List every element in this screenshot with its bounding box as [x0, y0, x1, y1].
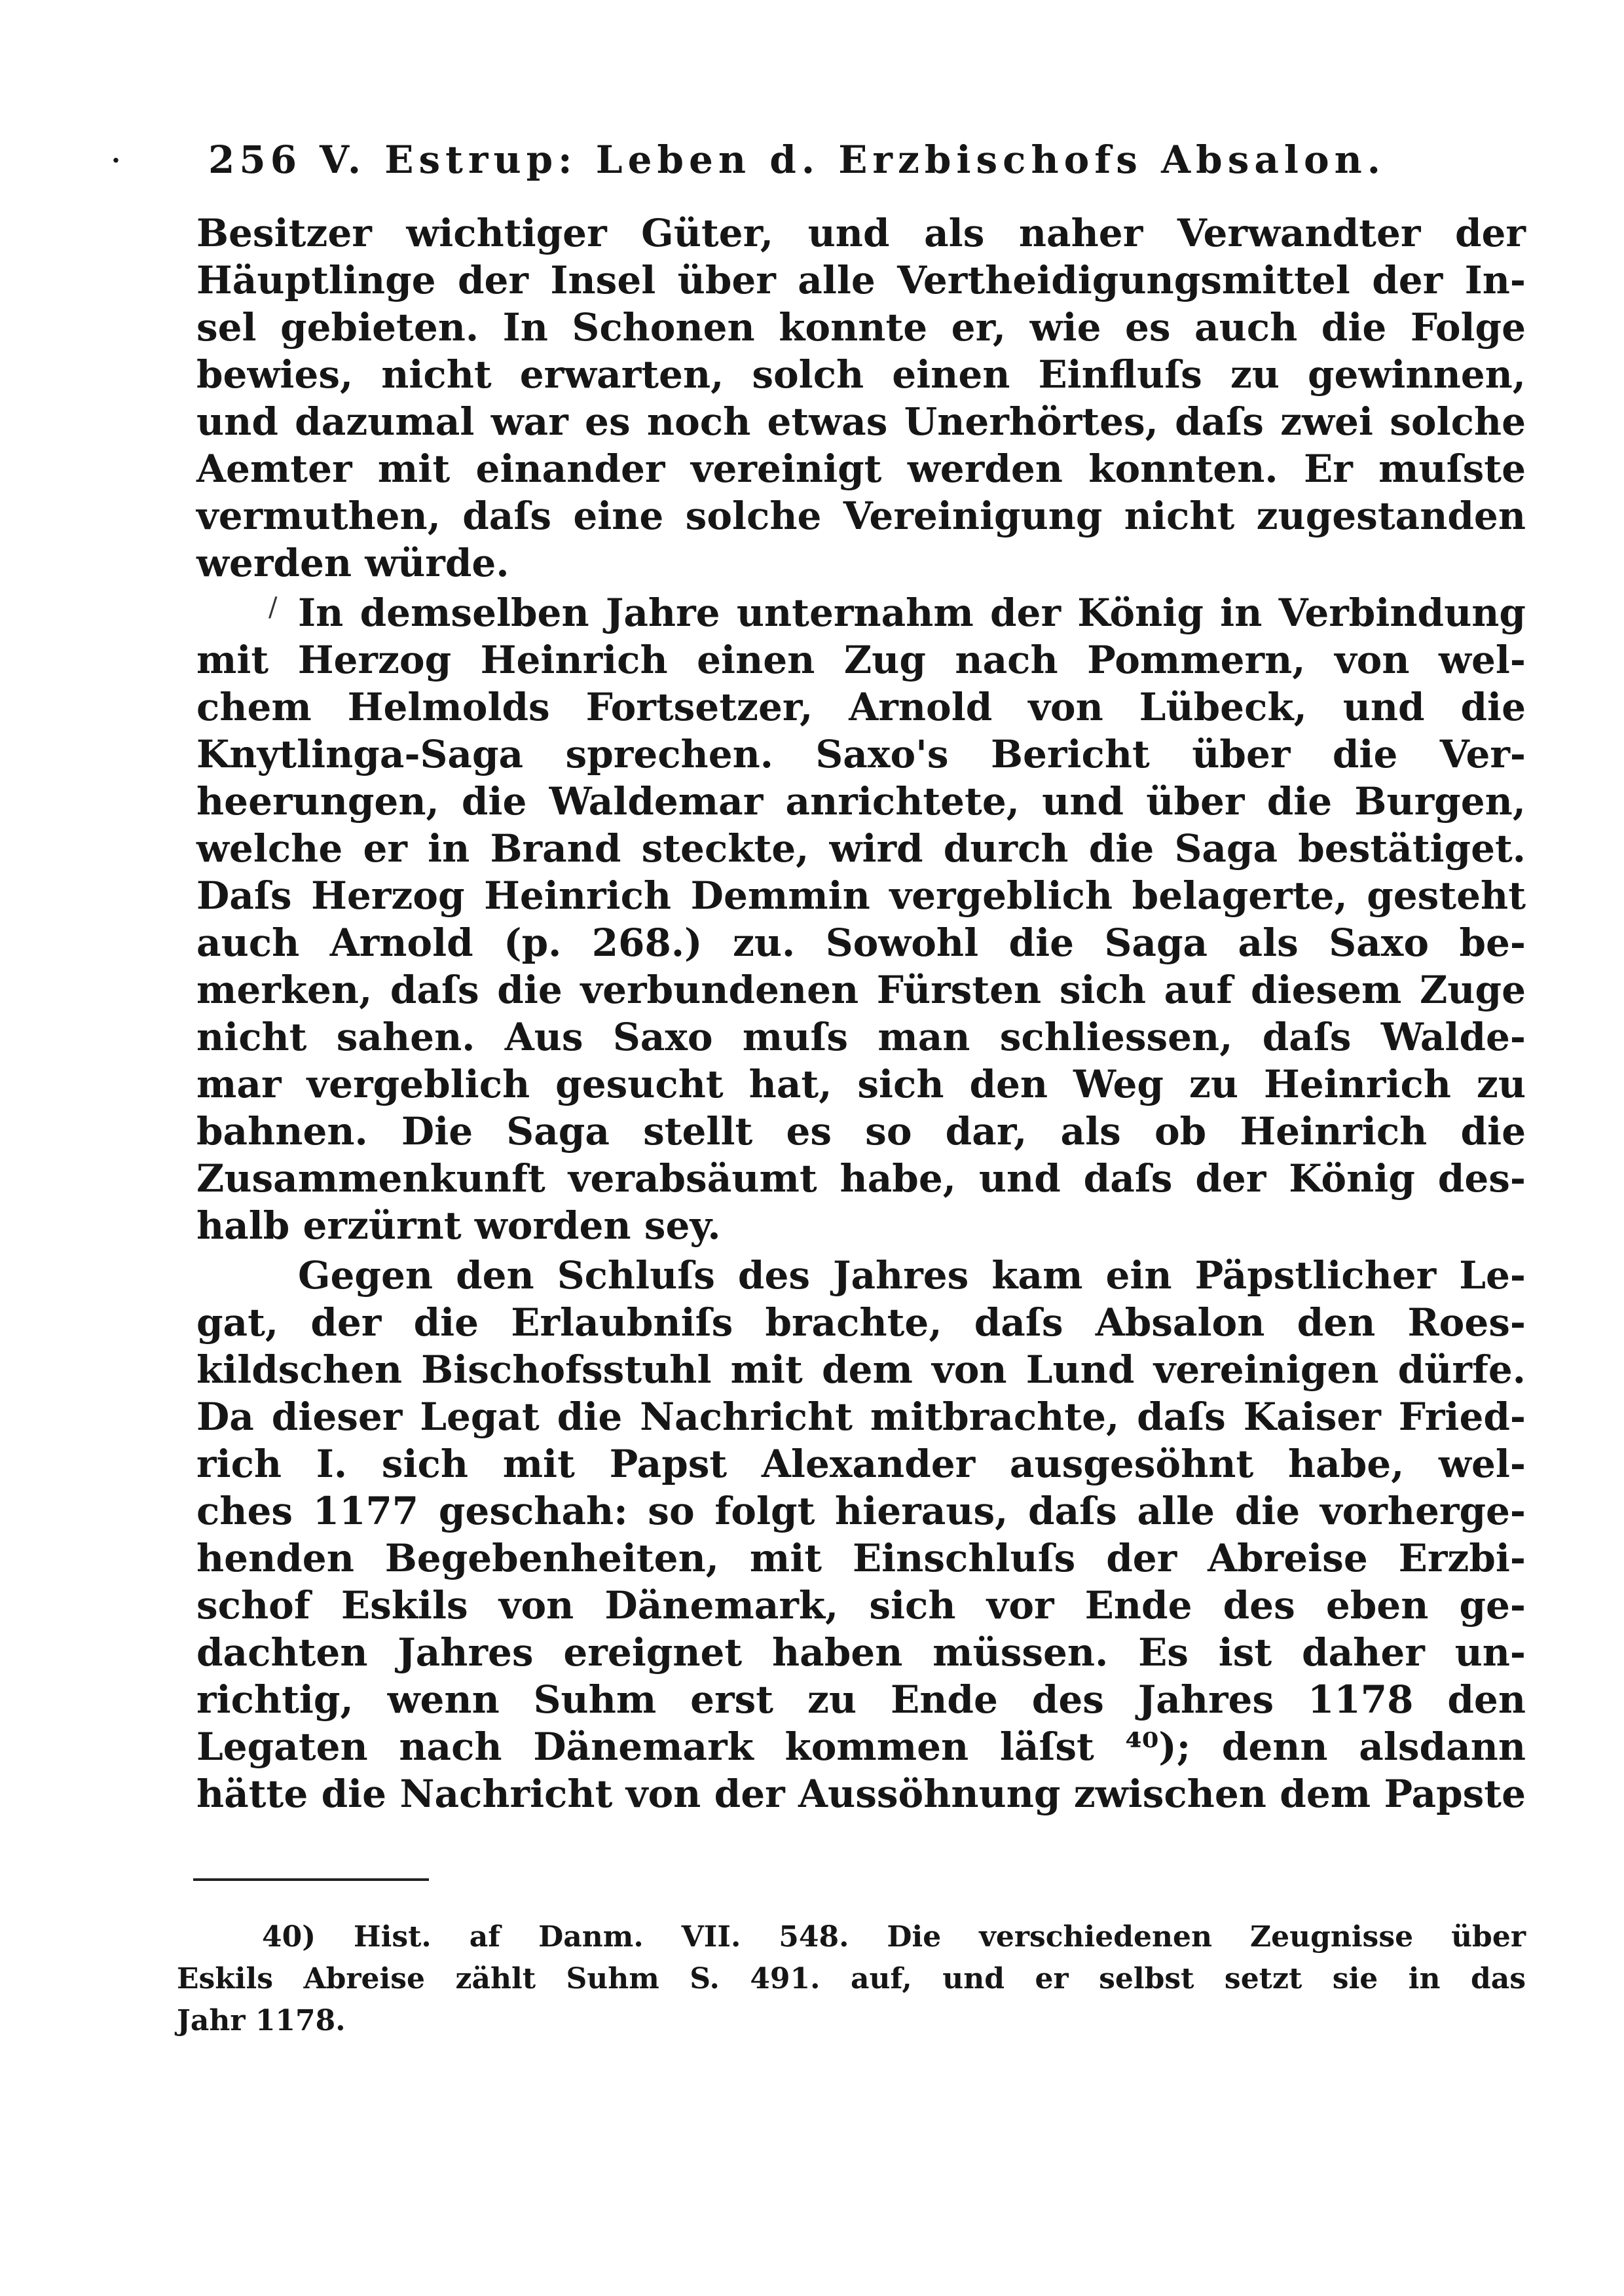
body-line: Zusammenkunft verabsäumt habe, und daſs der König des- — [196, 1156, 1526, 1201]
margin-mark: / — [268, 592, 278, 623]
body-line: mit Herzog Heinrich einen Zug nach Pommern, von wel- — [196, 638, 1526, 682]
body-line: halb erzürnt worden sey. — [196, 1203, 721, 1248]
body-line: ches 1177 geschah: so folgt hieraus, daſs alle die vorherge- — [196, 1489, 1526, 1533]
body-line: bewies, nicht erwarten, solch einen Einfluſs zu gewinnen, — [196, 352, 1526, 397]
body-line: richtig, wenn Suhm erst zu Ende des Jahres 1178 den — [196, 1677, 1526, 1722]
footnote-line: Jahr 1178. — [177, 2004, 346, 2037]
body-line: Häuptlinge der Insel über alle Vertheidigungsmittel der In- — [196, 258, 1526, 302]
body-line: heerungen, die Waldemar anrichtete, und über die Burgen, — [196, 779, 1526, 824]
body-line: werden würde. — [196, 541, 509, 585]
body-line: dachten Jahres ereignet haben müssen. Es ist daher un- — [196, 1630, 1526, 1675]
body-line: Knytlinga-Saga sprechen. Saxo's Bericht über die Ver- — [196, 732, 1526, 776]
running-title: V. Estrup: Leben d. Erzbischofs Absalon. — [320, 137, 1386, 182]
body-line: In demselben Jahre unternahm der König in Verbindung — [298, 591, 1526, 635]
body-line: vermuthen, daſs eine solche Vereinigung nicht zugestanden — [196, 494, 1526, 538]
body-line: Besitzer wichtiger Güter, und als naher Verwandter der — [196, 211, 1526, 255]
body-line: sel gebieten. In Schonen konnte er, wie es auch die Folge — [196, 305, 1526, 350]
body-line: mar vergeblich gesucht hat, sich den Weg zu Heinrich zu — [196, 1062, 1526, 1106]
body-line: rich I. sich mit Papst Alexander ausgesöhnt habe, wel- — [196, 1442, 1526, 1486]
body-line: bahnen. Die Saga stellt es so dar, als ob Heinrich die — [196, 1109, 1526, 1154]
footnote-line: 40) Hist. af Danm. VII. 548. Die verschiedenen Zeugnisse über — [262, 1920, 1526, 1954]
body-line: schof Eskils von Dänemark, sich vor Ende des eben ge- — [196, 1583, 1526, 1628]
body-line: Gegen den Schluſs des Jahres kam ein Päpstlicher Le- — [298, 1253, 1526, 1298]
body-line: Aemter mit einander vereinigt werden konnten. Er muſste — [196, 446, 1526, 491]
body-line: welche er in Brand steckte, wird durch die Saga bestätiget. — [196, 826, 1526, 871]
body-line: Da dieser Legat die Nachricht mitbrachte, daſs Kaiser Fried- — [196, 1394, 1526, 1439]
body-line: gat, der die Erlaubniſs brachte, daſs Absalon den Roes- — [196, 1300, 1526, 1345]
body-line: chem Helmolds Fortsetzer, Arnold von Lübeck, und die — [196, 685, 1526, 729]
body-line: hätte die Nachricht von der Aussöhnung zwischen dem Papste — [196, 1772, 1526, 1816]
body-line: merken, daſs die verbundenen Fürsten sich auf diesem Zuge — [196, 968, 1526, 1012]
body-line: Legaten nach Dänemark kommen läſst ⁴⁰); denn alsdann — [196, 1724, 1526, 1769]
footnote-rule — [193, 1878, 429, 1881]
page-number: 256 — [208, 137, 302, 182]
body-line: kildschen Bischofsstuhl mit dem von Lund vereinigen dürfe. — [196, 1347, 1526, 1392]
body-line: und dazumal war es noch etwas Unerhörtes, daſs zwei solche — [196, 399, 1526, 444]
body-line: Daſs Herzog Heinrich Demmin vergeblich belagerte, gesteht — [196, 873, 1526, 918]
running-header: · 256 V. Estrup: Leben d. Erzbischofs Absalon. — [111, 137, 1386, 182]
footnote-line: Eskils Abreise zählt Suhm S. 491. auf, und er selbst setzt sie in das — [177, 1962, 1526, 1995]
body-line: henden Begebenheiten, mit Einschluſs der Abreise Erzbi- — [196, 1536, 1526, 1580]
body-line: nicht sahen. Aus Saxo muſs man schliessen, daſs Walde- — [196, 1015, 1526, 1059]
body-line: auch Arnold (p. 268.) zu. Sowohl die Saga als Saxo be- — [196, 920, 1526, 965]
